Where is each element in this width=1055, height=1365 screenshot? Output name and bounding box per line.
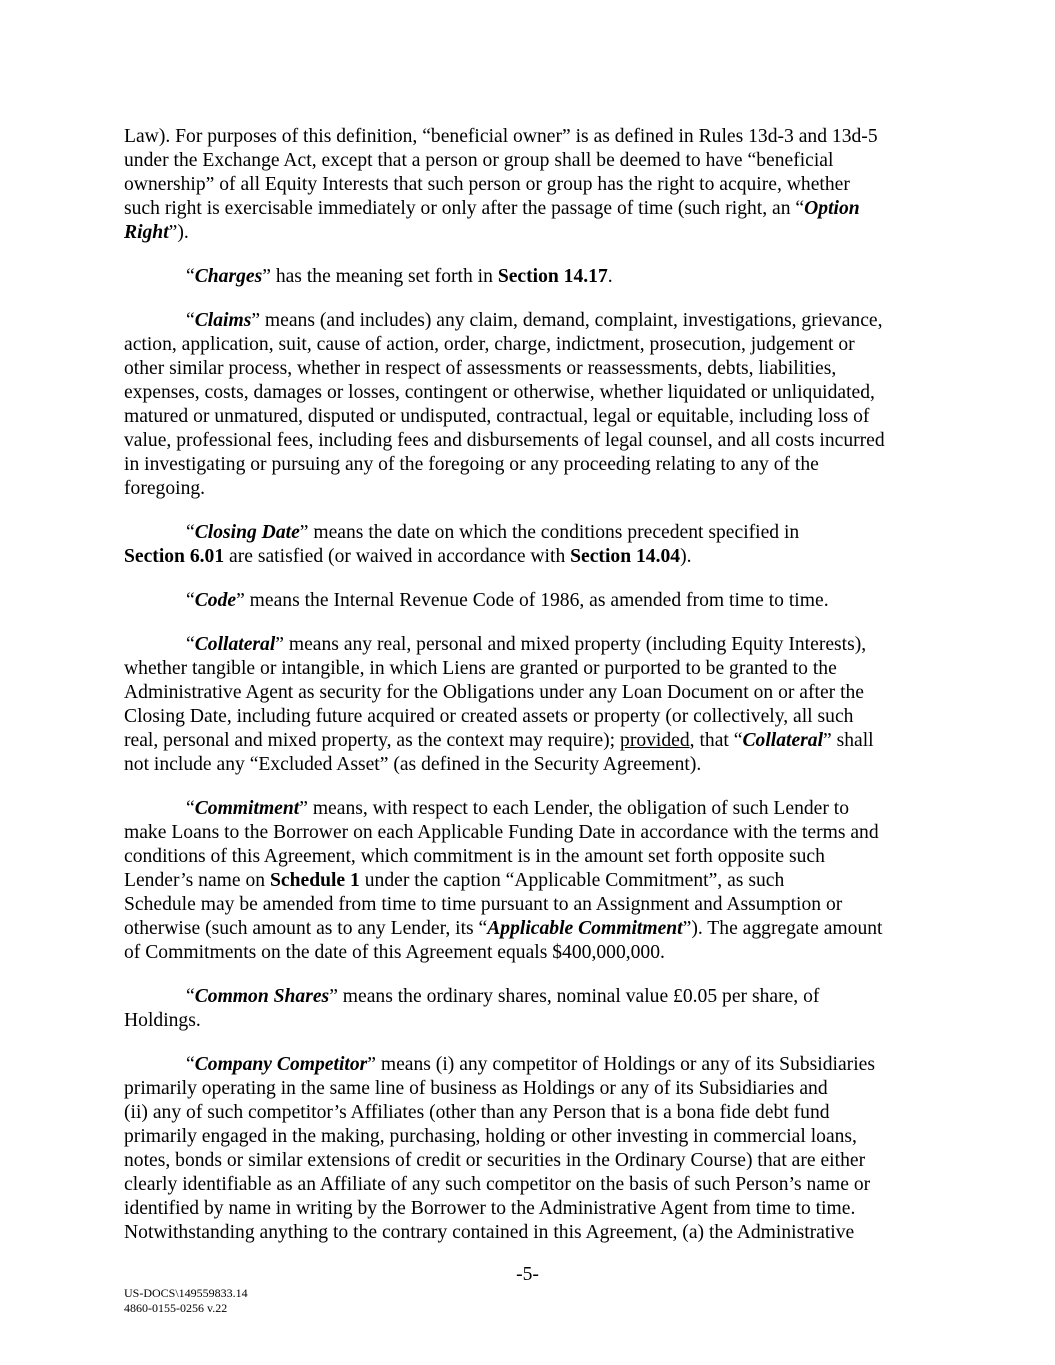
document-footer	[124, 1286, 248, 1316]
footer-version: 4860-0155-0256 v.22	[124, 1301, 228, 1315]
text-line: “Commitment” means, with respect to each Lender, the obligation of such Lender to	[186, 798, 850, 819]
text-line: not include any “Excluded Asset” (as defined in the Security Agreement).	[124, 754, 702, 775]
text-line: Schedule may be amended from time to time pursuant to an Assignment and Assumption or	[124, 894, 843, 915]
text-line: such right is exercisable immediately or only after the passage of time (such right, an “Option	[124, 198, 860, 219]
text-line: notes, bonds or similar extensions of credit or securities in the Ordinary Course) that are either	[124, 1150, 866, 1171]
defined-term: Common Shares	[194, 986, 330, 1007]
text-line: Lender’s name on Schedule 1 under the caption “Applicable Commitment”, as such	[124, 870, 785, 891]
text-line: “Closing Date” means the date on which the conditions precedent specified in	[186, 522, 800, 543]
page-number: -5-	[516, 1264, 539, 1285]
text-line: Law). For purposes of this definition, “beneficial owner” is as defined in Rules 13d-3 and 13d-5	[124, 126, 878, 147]
carryover-paragraph	[124, 125, 930, 245]
text-line: conditions of this Agreement, which commitment is in the amount set forth opposite such	[124, 846, 825, 867]
defined-term: Code	[194, 590, 237, 611]
defined-term: Collateral	[742, 730, 824, 751]
defined-term: Closing Date	[194, 522, 300, 543]
text-line: ownership” of all Equity Interests that such person or group has the right to acquire, whether	[124, 174, 850, 195]
defined-term: Applicable Commitment	[487, 918, 683, 939]
text-line: foregoing.	[124, 478, 206, 499]
text-line: Right”).	[124, 222, 189, 243]
definition-closing-date	[124, 521, 930, 569]
definition-code	[124, 589, 930, 613]
text-line: under the Exchange Act, except that a person or group shall be deemed to have “beneficial	[124, 150, 834, 171]
text-line: Section 6.01 are satisfied (or waived in accordance with Section 14.04).	[124, 546, 692, 567]
defined-term: Claims	[194, 310, 252, 331]
underlined-word: provided	[620, 730, 690, 751]
text-line: make Loans to the Borrower on each Applicable Funding Date in accordance with the terms and	[124, 822, 879, 843]
definition-collateral	[124, 633, 930, 777]
text-line: Closing Date, including future acquired or created assets or property (or collectively, all such	[124, 706, 854, 727]
footer-doc-id: US-DOCS\149559833.14	[124, 1286, 248, 1300]
definition-commitment	[124, 797, 930, 965]
text-line: clearly identifiable as an Affiliate of any such competitor on the basis of such Person’s name or	[124, 1174, 871, 1195]
text-line: “Common Shares” means the ordinary shares, nominal value £0.05 per share, of	[186, 986, 820, 1007]
text-line: “Claims” means (and includes) any claim, demand, complaint, investigations, grievance,	[186, 310, 883, 331]
definition-charges	[124, 265, 930, 289]
definition-company-competitor	[124, 1053, 930, 1245]
definition-common-shares	[124, 985, 930, 1033]
text-line: in investigating or pursuing any of the foregoing or any proceeding relating to any of the	[124, 454, 819, 475]
text-line: “Collateral” means any real, personal and mixed property (including Equity Interests),	[186, 634, 867, 655]
text-line: (ii) any of such competitor’s Affiliates (other than any Person that is a bona fide debt fund	[124, 1102, 830, 1123]
text-line: Holdings.	[124, 1010, 201, 1031]
text-line: primarily operating in the same line of business as Holdings or any of its Subsidiaries and	[124, 1078, 828, 1099]
defined-term: Right	[124, 222, 169, 243]
defined-term: Collateral	[194, 634, 276, 655]
text-line: “Code” means the Internal Revenue Code of 1986, as amended from time to time.	[186, 590, 829, 611]
text-line: expenses, costs, damages or losses, contingent or otherwise, whether liquidated or unliquidated,	[124, 382, 875, 403]
text-line: value, professional fees, including fees and disbursements of legal counsel, and all costs incurred	[124, 430, 885, 451]
text-line: “Company Competitor” means (i) any competitor of Holdings or any of its Subsidiaries	[186, 1054, 875, 1075]
defined-term: Commitment	[194, 798, 300, 819]
text-line: “Charges” has the meaning set forth in Section 14.17.	[186, 266, 613, 287]
text-line: action, application, suit, cause of action, order, charge, indictment, prosecution, judgement or	[124, 334, 855, 355]
text-line: matured or unmatured, disputed or undisputed, contractual, legal or equitable, including loss of	[124, 406, 870, 427]
text-line: otherwise (such amount as to any Lender, its “Applicable Commitment”). The aggregate amount	[124, 918, 883, 939]
section-reference: Section 14.17	[497, 266, 608, 287]
definition-claims	[124, 309, 930, 501]
text-line: primarily engaged in the making, purchasing, holding or other investing in commercial loans,	[124, 1126, 857, 1147]
defined-term: Charges	[194, 266, 263, 287]
text-line: other similar process, whether in respect of assessments or reassessments, debts, liabilities,	[124, 358, 837, 379]
section-reference: Section 6.01	[124, 546, 225, 567]
text-line: whether tangible or intangible, in which Liens are granted or purported to be granted to the	[124, 658, 837, 679]
defined-term: Company Competitor	[194, 1054, 368, 1075]
text-line: real, personal and mixed property, as the context may require); provided, that “Collateral” shall	[124, 730, 874, 751]
document-body	[124, 125, 930, 1265]
text-line: Administrative Agent as security for the Obligations under any Loan Document on or after the	[124, 682, 865, 703]
text-line: identified by name in writing by the Borrower to the Administrative Agent from time to time.	[124, 1198, 856, 1219]
text-line: Notwithstanding anything to the contrary contained in this Agreement, (a) the Administrative	[124, 1222, 855, 1243]
text-line: of Commitments on the date of this Agreement equals $400,000,000.	[124, 942, 665, 963]
section-reference: Section 14.04	[570, 546, 681, 567]
schedule-reference: Schedule 1	[270, 870, 360, 891]
defined-term: Option	[804, 198, 860, 219]
